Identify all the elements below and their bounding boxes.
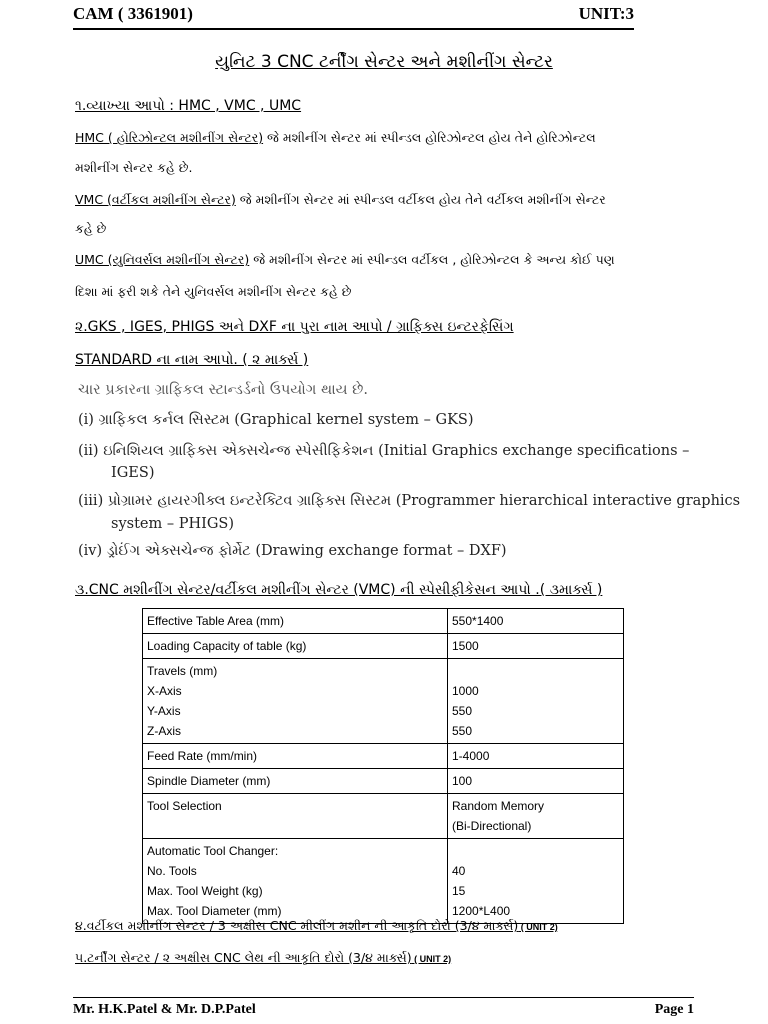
- q1-heading: ૧.વ્યાખ્યા આપો : HMC , VMC , UMC: [75, 98, 302, 114]
- spec-parameter-cell: [143, 839, 448, 924]
- hmc-text: જે મશીનીંગ સેન્ટર માં સ્પીન્ડલ હોરિઝોન્ટલ હોય તેને હોરિઝોન્ટલ: [263, 130, 596, 145]
- spec-value: 1500: [452, 639, 479, 653]
- spec-parameter: Z-Axis: [147, 724, 181, 738]
- spec-value: 550: [452, 724, 473, 738]
- spec-parameter: Spindle Diameter (mm): [147, 774, 271, 788]
- spec-value: 1200*L400: [452, 904, 511, 918]
- spec-parameter-cell: [143, 634, 448, 659]
- spec-value: (Bi-Directional): [452, 819, 532, 833]
- q5-unit-tag: ( UNIT 2): [411, 954, 452, 964]
- spec-parameter-cell: [143, 769, 448, 794]
- footer-divider: [73, 997, 694, 998]
- umc-term: UMC (યુનિવર્સલ મશીનીંગ સેન્ટર): [75, 252, 250, 267]
- spec-parameter: Max. Tool Diameter (mm): [147, 904, 282, 918]
- spec-parameter: [147, 816, 443, 836]
- spec-parameter: No. Tools: [147, 864, 197, 878]
- umc-definition-cont: દિશા માં ફરી શકે તેને યુનિવર્સલ મશીનીંગ સેન્ટર કહે છે: [75, 284, 352, 299]
- page-number: Page 1: [654, 1002, 694, 1017]
- spec-parameter: Y-Axis: [147, 704, 181, 718]
- vmc-definition: [75, 188, 606, 212]
- standard-item-cont: system – PHIGS): [111, 516, 235, 532]
- standard-item: (iv) ડ્રોઈંગ એક્સચેન્જ ફોર્મેટ (Drawing exchange format – DXF): [78, 543, 507, 559]
- spec-value: 550*1400: [452, 614, 504, 628]
- spec-value: 1-4000: [452, 749, 490, 763]
- vmc-definition-cont: કહે છે: [75, 221, 107, 236]
- umc-definition: [75, 248, 615, 272]
- page-title: યુનિટ 3 CNC ટર્નીંગ સેન્ટર અને મશીનીંગ સેન્ટર: [215, 52, 553, 72]
- spec-parameter: Automatic Tool Changer:: [147, 844, 279, 858]
- umc-text: જે મશીનીંગ સેન્ટર માં સ્પીન્ડલ વર્ટીકલ , હોરિઝોન્ટલ કે અન્ય કોઈ પણ: [249, 252, 615, 267]
- spec-parameter-cell: [143, 609, 448, 634]
- spec-row: [143, 794, 624, 839]
- spec-parameter: Feed Rate (mm/min): [147, 749, 258, 763]
- spec-parameter: Effective Table Area (mm): [147, 614, 284, 628]
- spec-value: 15: [452, 884, 466, 898]
- q5-text: ૫.ટર્નીંગ સેન્ટર / ૨ અક્ષીસ CNC લેથ ની આકૃતિ દોરો (3/૪ માર્ક્સ): [75, 950, 412, 965]
- spec-row: [143, 769, 624, 794]
- q4-text: ૪.વર્ટીકલ મશીનીંગ સેન્ટર / 3 અક્ષીસ CNC મીલીંગ મશીન ની આકૃતિ દોરો (3/૪ માર્ક્સ): [75, 918, 519, 933]
- spec-value-cell: [448, 659, 624, 744]
- hmc-definition-cont: મશીનીંગ સેન્ટર કહે છે.: [75, 160, 193, 175]
- q3-heading: ૩.CNC મશીનીંગ સેન્ટર/વર્ટીકલ મશીનીંગ સેન્ટર (VMC) ની સ્પેસીફીકેસન આપો .( ૩માર્ક્સ ): [75, 582, 603, 598]
- spec-row: [143, 839, 624, 924]
- spec-parameter-cell: [143, 794, 448, 839]
- spec-value-cell: [448, 634, 624, 659]
- spec-value: [452, 661, 619, 681]
- hmc-definition: [75, 126, 596, 150]
- spec-value-cell: [448, 769, 624, 794]
- spec-value: [452, 841, 619, 861]
- spec-value: 1000: [452, 684, 479, 698]
- spec-row: [143, 609, 624, 634]
- q4-unit-tag: ( UNIT 2): [518, 922, 558, 932]
- spec-value-cell: [448, 609, 624, 634]
- spec-value: Random Memory: [452, 799, 545, 813]
- vmc-text: જે મશીનીંગ સેન્ટર માં સ્પીન્ડલ વર્ટીકલ હોય તેને વર્ટીકલ મશીનીંગ સેન્ટર: [235, 192, 606, 207]
- spec-row: [143, 744, 624, 769]
- header-divider: [73, 28, 634, 30]
- q5-heading: [75, 946, 451, 971]
- spec-value-cell: [448, 744, 624, 769]
- spec-parameter: X-Axis: [147, 684, 182, 698]
- vmc-spec-table: [142, 608, 624, 924]
- spec-row: [143, 659, 624, 744]
- hmc-term: HMC ( હોરિઝોન્ટલ મશીનીંગ સેન્ટર): [75, 130, 264, 145]
- vmc-term: VMC (વર્ટીકલ મશીનીંગ સેન્ટર): [75, 192, 236, 207]
- page-header: [73, 4, 634, 26]
- q2-intro: ચાર પ્રકારના ગ્રાફિકલ સ્ટાન્ડર્ડનો ઉપયોગ થાય છે.: [78, 382, 368, 398]
- authors: Mr. H.K.Patel & Mr. D.P.Patel: [73, 1002, 256, 1017]
- course-code: CAM ( 3361901): [73, 4, 193, 23]
- q2-heading-cont: STANDARD ના નામ આપો. ( ૨ માર્ક્સ ): [75, 352, 309, 368]
- standard-item: (iii) પ્રોગ્રામર હાયરગીક્લ ઇન્ટરેક્ટિવ ગ્રાફિક્સ સિસ્ટમ (Programmer hierarchical interactive graphics: [78, 493, 741, 509]
- spec-value: 550: [452, 704, 473, 718]
- spec-parameter-cell: [143, 744, 448, 769]
- standard-item-cont: IGES): [111, 465, 155, 481]
- unit-label: UNIT:3: [578, 4, 634, 23]
- spec-parameter: Tool Selection: [147, 799, 222, 813]
- spec-row: [143, 634, 624, 659]
- q4-heading: [75, 914, 558, 939]
- spec-parameter-cell: [143, 659, 448, 744]
- spec-value: 40: [452, 864, 466, 878]
- spec-value-cell: [448, 839, 624, 924]
- standard-item: (ii) ઇનિશિયલ ગ્રાફિક્સ એક્સચેન્જ સ્પેસીફિકેશન (Initial Graphics exchange specifications –: [78, 443, 690, 459]
- q2-heading: ૨.GKS , IGES, PHIGS અને DXF ના પુરા નામ આપો / ગ્રાફિક્સ ઇન્ટરફેસિંગ: [75, 319, 514, 335]
- spec-parameter: Travels (mm): [147, 664, 218, 678]
- standard-item: (i) ગ્રાફિકલ કર્નલ સિસ્ટમ (Graphical kernel system – GKS): [78, 412, 474, 428]
- spec-value-cell: [448, 794, 624, 839]
- spec-value: 100: [452, 774, 473, 788]
- spec-parameter: Loading Capacity of table (kg): [147, 639, 307, 653]
- spec-parameter: Max. Tool Weight (kg): [147, 884, 263, 898]
